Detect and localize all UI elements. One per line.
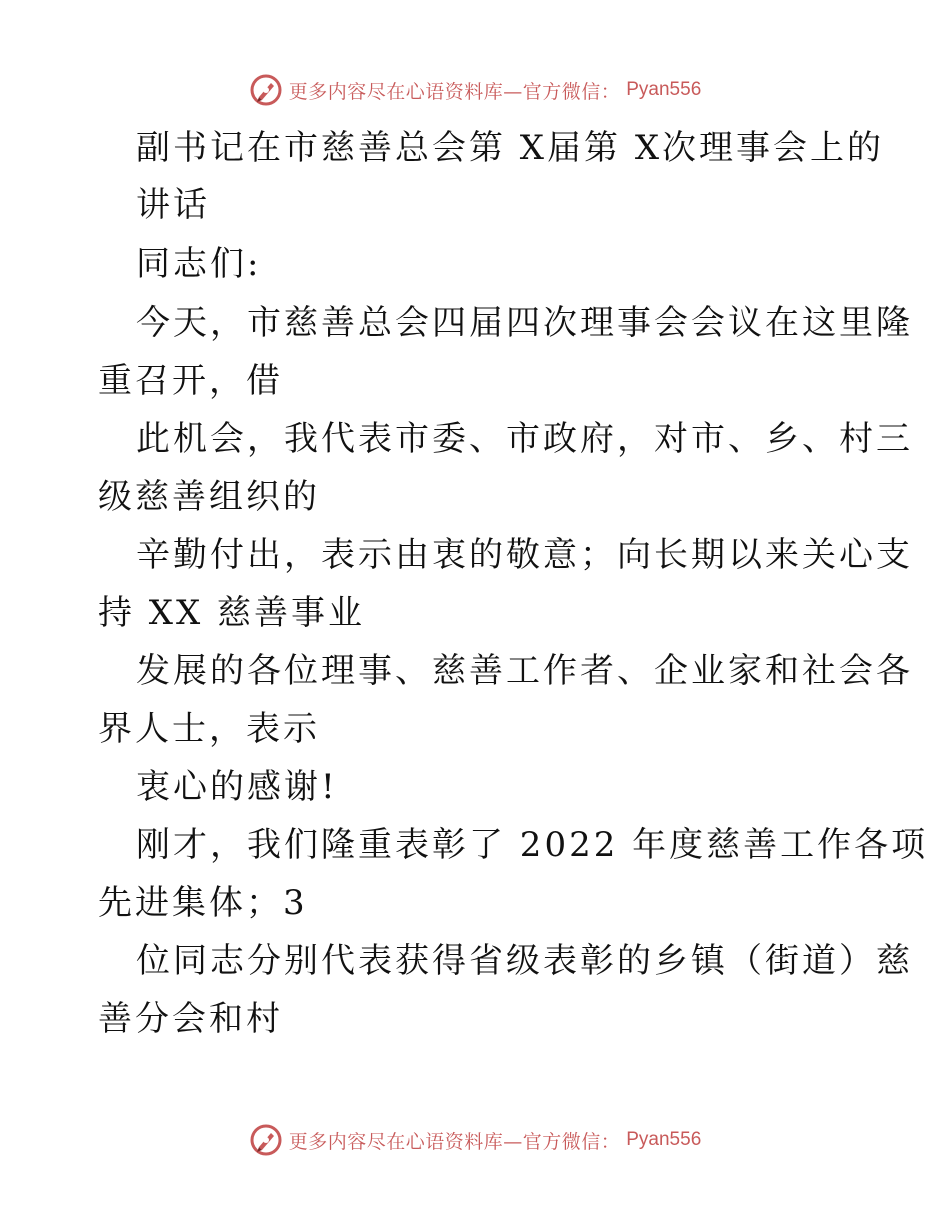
title-line-1: 副书记在市慈善总会第 X届第 X次理事会上的 xyxy=(136,128,885,168)
pen-logo-icon xyxy=(249,73,283,107)
header-watermark-id: Pyan556 xyxy=(626,79,702,100)
paragraph-line: 重召开，借 xyxy=(98,361,283,401)
paragraph-line: 此机会，我代表市委、市政府，对市、乡、村三 xyxy=(136,419,913,459)
paragraph-line: 今天，市慈善总会四届四次理事会会议在这里隆 xyxy=(136,303,913,343)
paragraph-line: 辛勤付出，表示由衷的敬意；向长期以来关心支 xyxy=(136,535,913,575)
paragraph-line: 刚才，我们隆重表彰了 2022 年度慈善工作各项 xyxy=(136,825,929,865)
paragraph-line: 持 XX 慈善事业 xyxy=(98,593,366,633)
footer-watermark-id: Pyan556 xyxy=(626,1129,702,1150)
header-watermark xyxy=(0,70,950,110)
paragraph-line: 衷心的感谢! xyxy=(136,767,338,807)
paragraph-line: 善分会和村 xyxy=(98,999,283,1039)
title-line-2: 讲话 xyxy=(136,185,210,225)
footer-watermark-text: 更多内容尽在心语资料库—官方微信： xyxy=(288,1130,621,1153)
salutation: 同志们: xyxy=(136,244,262,284)
header-watermark-text: 更多内容尽在心语资料库—官方微信： xyxy=(288,80,621,103)
footer-watermark xyxy=(0,1120,950,1160)
paragraph-line: 位同志分别代表获得省级表彰的乡镇（街道）慈 xyxy=(136,941,913,981)
paragraph-line: 界人士，表示 xyxy=(98,709,320,749)
paragraph-line: 发展的各位理事、慈善工作者、企业家和社会各 xyxy=(136,651,913,691)
pen-logo-icon xyxy=(249,1123,283,1157)
paragraph-line: 级慈善组织的 xyxy=(98,477,320,517)
paragraph-line: 先进集体；3 xyxy=(98,883,308,923)
